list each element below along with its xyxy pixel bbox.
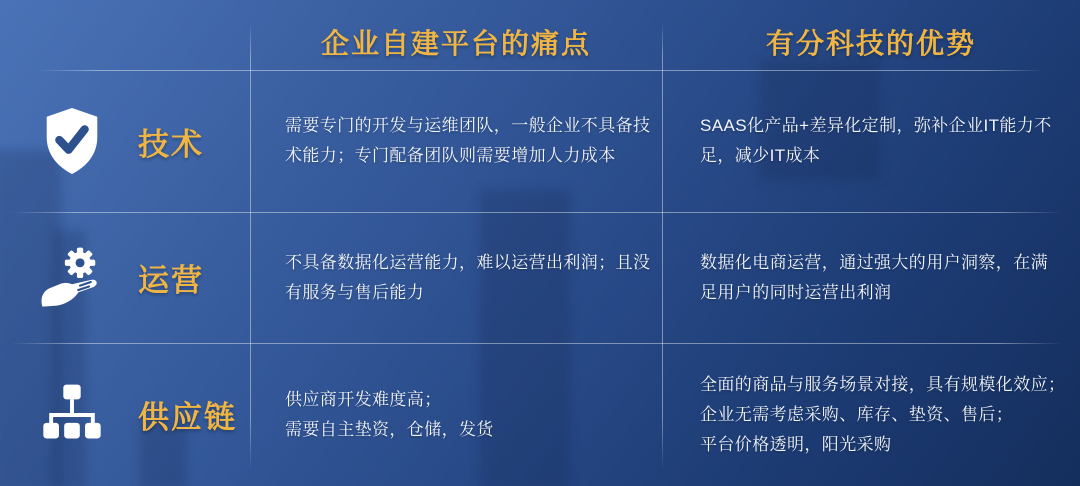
technology-pain-cell	[250, 70, 662, 212]
advantage-column-title: 有分科技的优势	[765, 28, 976, 59]
cell-text-line: 足，减少IT成本	[700, 146, 821, 165]
row-label-supplychain: 供应链	[138, 400, 237, 435]
pain-column-header	[250, 0, 662, 70]
cell-text-line: SAAS化产品+差异化定制，弥补企业IT能力不	[700, 116, 1052, 135]
cell-text-line: 不具备数据化运营能力，难以运营出利润；且没	[285, 252, 651, 272]
row-operations-label-cell	[0, 212, 250, 343]
row-supplychain-label-cell	[0, 343, 250, 486]
advantage-column-header	[662, 0, 1080, 70]
shield-check-icon	[38, 105, 106, 177]
cell-text-line: 数据化电商运营，通过强大的用户洞察，在满	[700, 252, 1048, 272]
row-label-operations: 运营	[138, 263, 204, 298]
supplychain-pain-cell	[250, 343, 662, 486]
operations-advantage-cell	[662, 212, 1080, 343]
hierarchy-icon	[38, 379, 106, 451]
cell-text-line: 术能力；专门配备团队则需要增加人力成本	[285, 146, 616, 165]
cell-text-line: 平台价格透明，阳光采购	[700, 434, 892, 454]
cell-text-line: 有服务与售后能力	[285, 282, 425, 302]
pain-column-title: 企业自建平台的痛点	[320, 28, 591, 59]
cell-text-line: 企业无需考虑采购、库存、垫资、售后；	[700, 404, 1014, 424]
technology-advantage-cell	[662, 70, 1080, 212]
supplychain-advantage-cell	[662, 343, 1080, 486]
row-technology-label-cell	[0, 70, 250, 212]
cell-text-line: 全面的商品与服务场景对接，具有规模化效应；	[700, 374, 1066, 394]
row-label-technology: 技术	[138, 126, 204, 162]
header-spacer	[0, 0, 250, 70]
hand-gear-icon	[38, 242, 106, 314]
cell-text-line: 足用户的同时运营出利润	[700, 282, 892, 302]
cell-text-line: 需要自主垫资，仓储，发货	[285, 419, 494, 439]
cell-text-line: 供应商开发难度高；	[285, 389, 442, 409]
operations-pain-cell	[250, 212, 662, 343]
cell-text-line: 需要专门的开发与运维团队，一般企业不具备技	[285, 116, 651, 135]
